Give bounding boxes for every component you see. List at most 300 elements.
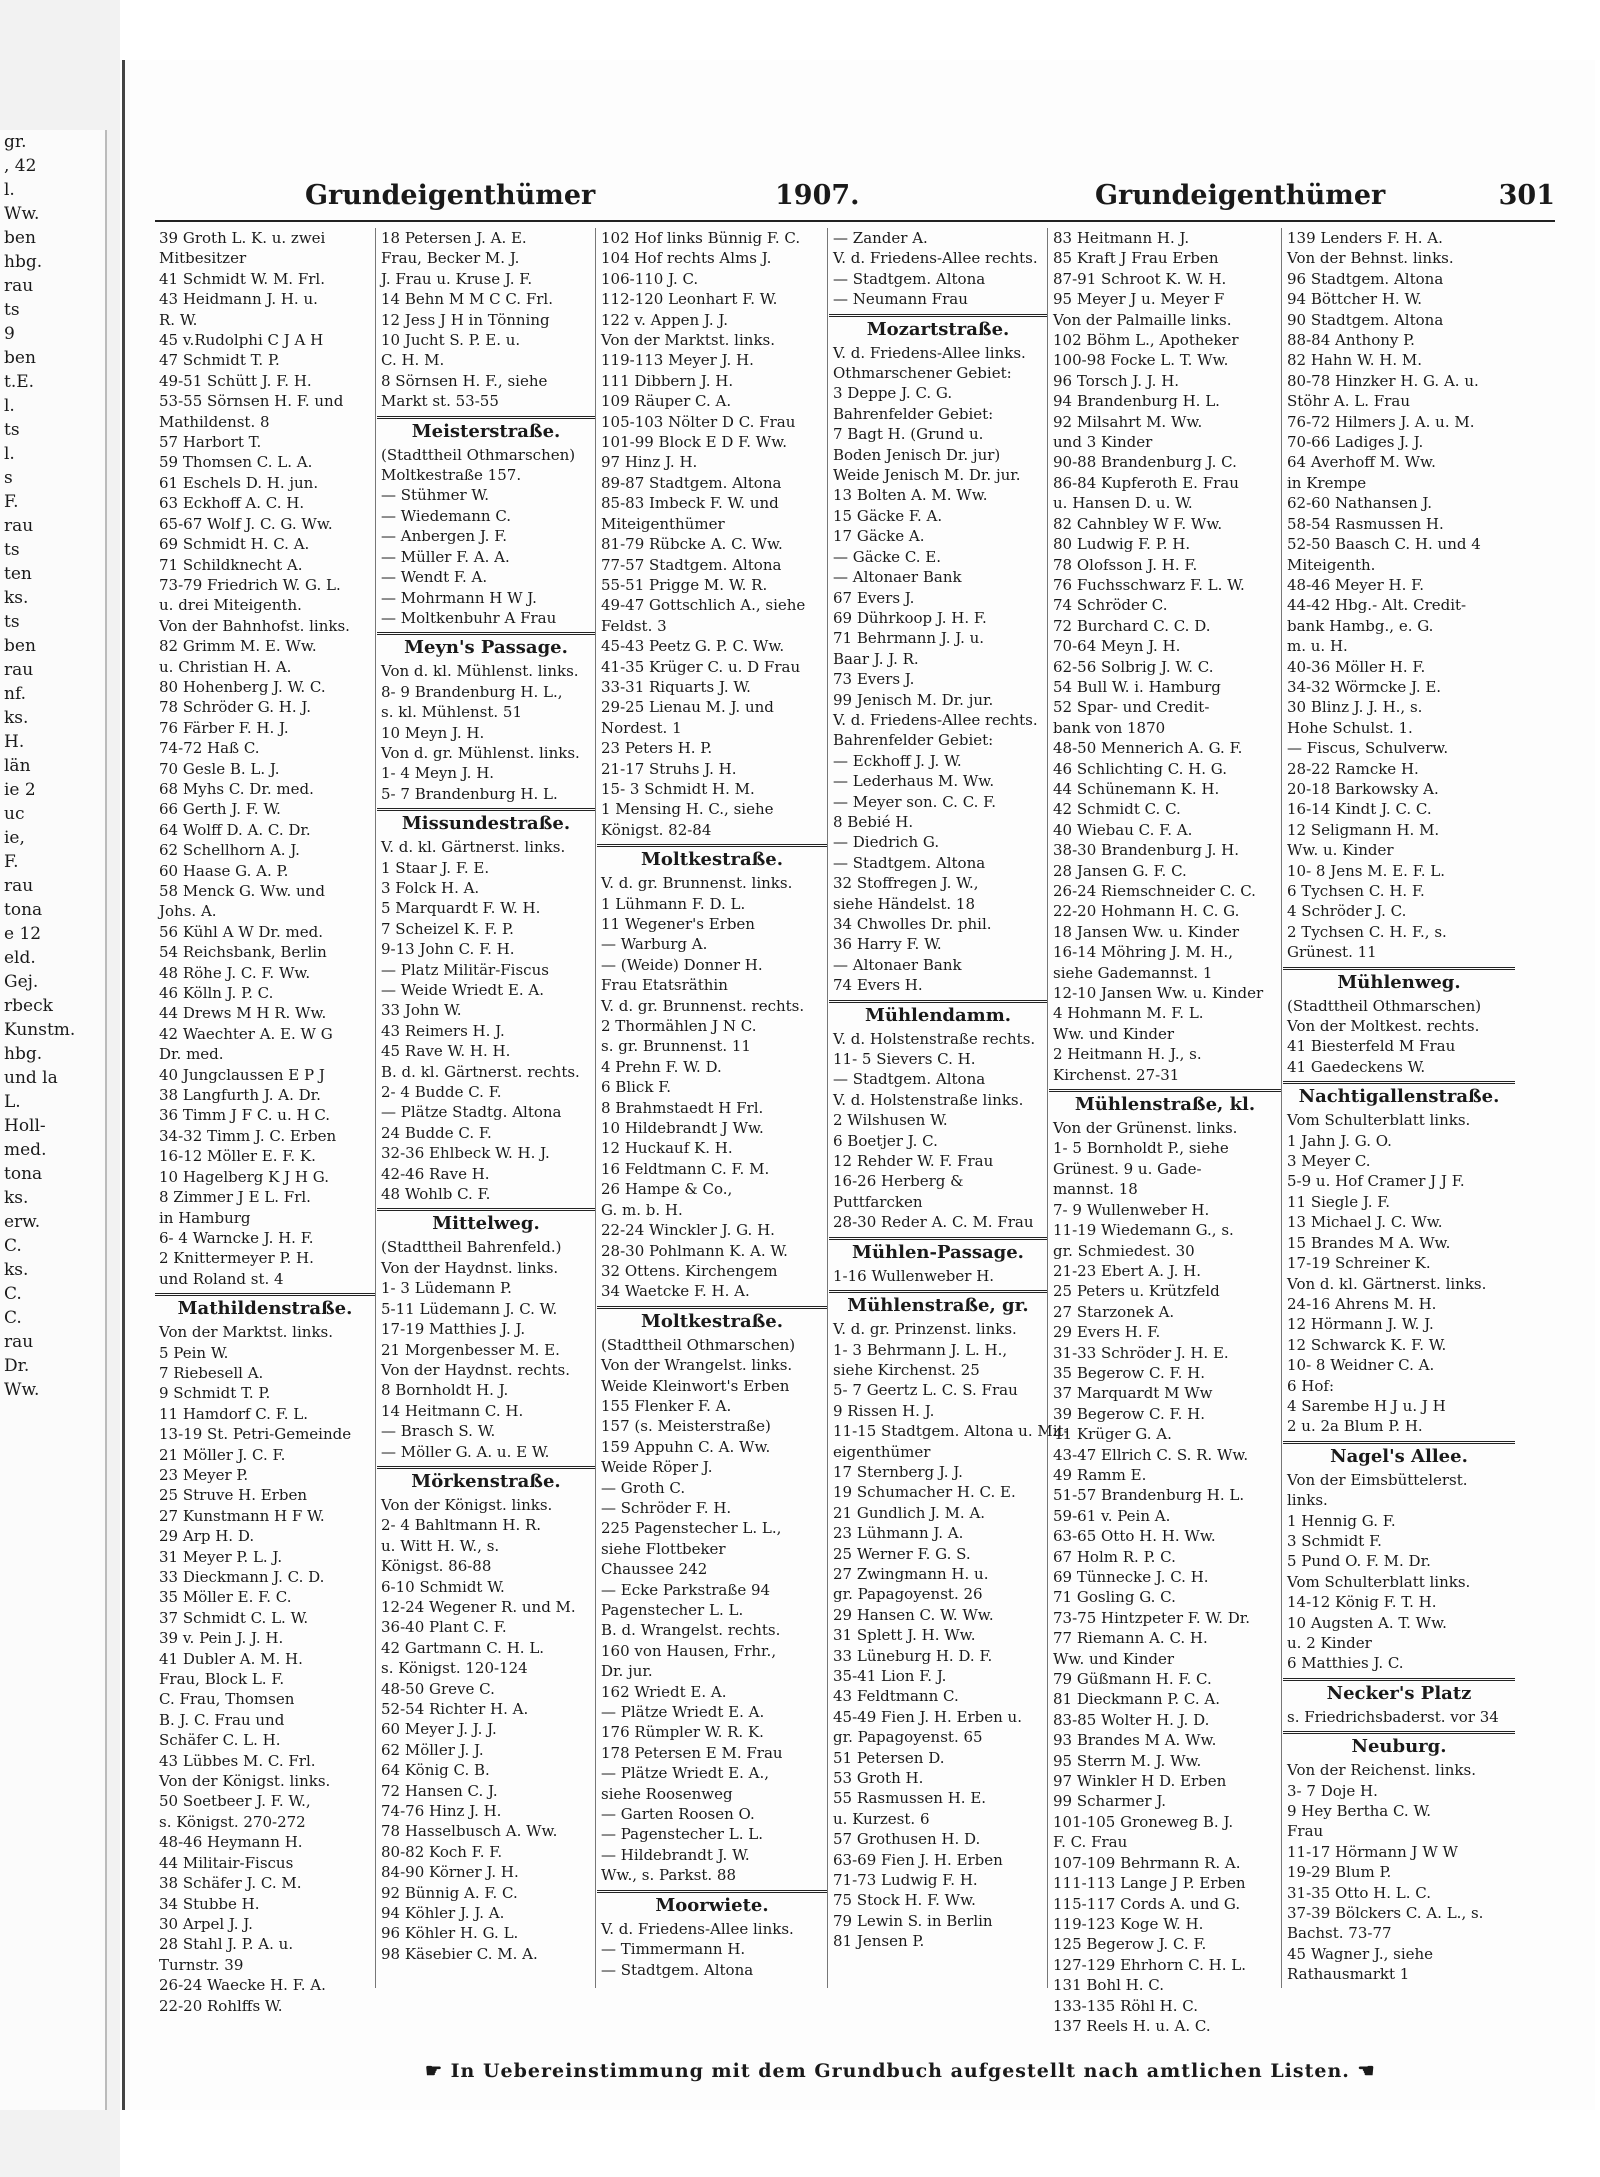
directory-entry: 1 Jahn J. G. O. bbox=[1287, 1131, 1392, 1150]
directory-entry: — Plätze Stadtg. Altona bbox=[381, 1103, 562, 1122]
directory-entry: — Timmermann H. bbox=[601, 1940, 746, 1959]
directory-entry: — Platz Militär-Fiscus bbox=[381, 960, 549, 979]
previous-page-text: hbg. bbox=[4, 1044, 43, 1064]
directory-entry: 71-73 Ludwig F. H. bbox=[833, 1871, 978, 1890]
directory-entry: 14-12 König F. T. H. bbox=[1287, 1593, 1437, 1612]
directory-entry: 51 Petersen D. bbox=[833, 1748, 945, 1767]
directory-entry: 82 Grimm M. E. Ww. bbox=[159, 637, 317, 656]
directory-entry: 45 Wagner J., siehe bbox=[1287, 1944, 1434, 1963]
directory-entry: — Wendt F. A. bbox=[381, 568, 488, 587]
directory-entry: Von der Haydnst. links. bbox=[381, 1258, 559, 1277]
directory-entry: Othmarschener Gebiet: bbox=[833, 364, 1012, 383]
directory-entry: 99 Scharmer J. bbox=[1053, 1792, 1166, 1811]
directory-entry: 48-50 Mennerich A. G. F. bbox=[1053, 739, 1243, 758]
header-left-title: Grundeigenthümer bbox=[305, 180, 596, 211]
street-heading: Neuburg. bbox=[1283, 1731, 1515, 1760]
directory-entry: — Moltkenbuhr A Frau bbox=[381, 608, 557, 627]
directory-entry: 32 Stoffregen J. W., bbox=[833, 874, 979, 893]
directory-entry: 1- 4 Meyn J. H. bbox=[381, 764, 495, 783]
directory-entry: 38 Langfurth J. A. Dr. bbox=[159, 1086, 321, 1105]
directory-entry: 80 Ludwig F. P. H. bbox=[1053, 535, 1191, 554]
directory-entry: 28-30 Reder A. C. M. Frau bbox=[833, 1213, 1034, 1232]
directory-entry: 2- 4 Budde C. F. bbox=[381, 1083, 502, 1102]
directory-entry: 19-29 Blum P. bbox=[1287, 1863, 1392, 1882]
page-number: 301 bbox=[1498, 180, 1555, 211]
directory-entry: 49 Ramm E. bbox=[1053, 1465, 1147, 1484]
directory-entry: 6-10 Schmidt W. bbox=[381, 1577, 505, 1596]
directory-entry: 3 Schmidt F. bbox=[1287, 1531, 1382, 1550]
directory-entry: 8 Bornholdt H. J. bbox=[381, 1381, 509, 1400]
directory-entry: 64 Averhoff M. Ww. bbox=[1287, 453, 1436, 472]
directory-entry: 71 Gosling G. C. bbox=[1053, 1588, 1176, 1607]
directory-entry: 63-65 Otto H. H. Ww. bbox=[1053, 1527, 1216, 1546]
directory-entry: 36 Timm J F C. u. H C. bbox=[159, 1106, 331, 1125]
directory-entry: 30 Arpel J. J. bbox=[159, 1914, 253, 1933]
street-heading: Mühlenstraße, kl. bbox=[1049, 1089, 1281, 1118]
directory-entry: V. d. Holstenstraße links. bbox=[833, 1090, 1024, 1109]
directory-entry: V. d. kl. Gärtnerst. links. bbox=[381, 838, 566, 857]
directory-entry: 59-61 v. Pein A. bbox=[1053, 1506, 1171, 1525]
directory-entry: 22-24 Winckler J. G. H. bbox=[601, 1221, 775, 1240]
directory-entry: 16-14 Möhring J. M. H., bbox=[1053, 943, 1233, 962]
directory-entry: 2- 4 Bahltmann H. R. bbox=[381, 1516, 542, 1535]
previous-page-text: t.E. bbox=[4, 372, 35, 392]
directory-entry: 106-110 J. C. bbox=[601, 269, 699, 288]
directory-entry: 25 Peters u. Krützfeld bbox=[1053, 1282, 1220, 1301]
directory-entry: 139 Lenders F. H. A. bbox=[1287, 229, 1443, 247]
directory-entry: 14 Behn M M C C. Frl. bbox=[381, 290, 553, 309]
street-heading: Moorwiete. bbox=[597, 1890, 827, 1919]
directory-entry: Nordest. 1 bbox=[601, 718, 682, 737]
directory-entry: Frau, Becker M. J. bbox=[381, 249, 520, 268]
directory-entry: B. J. C. Frau und bbox=[159, 1710, 285, 1729]
directory-entry: 48 Wohlb C. F. bbox=[381, 1185, 491, 1204]
directory-entry: 46 Schlichting C. H. G. bbox=[1053, 759, 1228, 778]
directory-entry: Bachst. 73-77 bbox=[1287, 1924, 1392, 1943]
directory-entry: 1 Lühmann F. D. L. bbox=[601, 894, 746, 913]
directory-entry: 54 Reichsbank, Berlin bbox=[159, 943, 327, 962]
directory-entry: 4 Hohmann M. F. L. bbox=[1053, 1004, 1204, 1023]
directory-entry: 12-24 Wegener R. und M. bbox=[381, 1597, 576, 1616]
directory-entry: Von der Königst. links. bbox=[159, 1772, 331, 1791]
directory-entry: 69 Schmidt H. C. A. bbox=[159, 535, 310, 554]
directory-entry: Königst. 82-84 bbox=[601, 820, 712, 839]
directory-entry: 7 Riebesell A. bbox=[159, 1363, 264, 1382]
column-2 bbox=[377, 228, 596, 1988]
directory-entry: 37 Schmidt C. L. W. bbox=[159, 1608, 309, 1627]
directory-entry: Von der Marktst. links. bbox=[159, 1323, 333, 1342]
directory-entry: gr. Papagoyenst. 65 bbox=[833, 1728, 983, 1747]
directory-entry: 55-51 Prigge M. W. R. bbox=[601, 575, 768, 594]
directory-entry: J. Frau u. Kruse J. F. bbox=[381, 269, 533, 288]
directory-entry: Pagenstecher L. L. bbox=[601, 1601, 744, 1619]
directory-entry: 82 Cahnbley W F. Ww. bbox=[1053, 514, 1223, 533]
directory-entry: 27 Kunstmann H F W. bbox=[159, 1506, 325, 1525]
directory-entry: 30 Blinz J. J. H., s. bbox=[1287, 698, 1423, 717]
directory-entry: Bahrenfelder Gebiet: bbox=[833, 404, 994, 423]
directory-entry: Von der Marktst. links. bbox=[601, 331, 775, 350]
directory-entry: Vom Schulterblatt links. bbox=[1287, 1572, 1471, 1591]
directory-entry: 70-64 Meyn J. H. bbox=[1053, 637, 1181, 656]
directory-entry: 6 Matthies J. C. bbox=[1287, 1654, 1404, 1673]
directory-entry: 56 Kühl A W Dr. med. bbox=[159, 922, 323, 941]
previous-page-text: län bbox=[4, 756, 31, 776]
directory-entry: B. d. kl. Gärtnerst. rechts. bbox=[381, 1062, 580, 1081]
directory-entry: 115-117 Cords A. und G. bbox=[1053, 1894, 1241, 1913]
directory-entry: Turnstr. 39 bbox=[159, 1955, 244, 1974]
directory-entry: 83 Heitmann H. J. bbox=[1053, 229, 1190, 247]
directory-entry: 64 Wolff D. A. C. Dr. bbox=[159, 820, 311, 839]
directory-entry: 102 Böhm L., Apotheker bbox=[1053, 331, 1239, 350]
directory-entry: 225 Pagenstecher L. L., bbox=[601, 1519, 782, 1538]
directory-entry: 62-60 Nathansen J. bbox=[1287, 494, 1432, 513]
previous-page-text: rbeck bbox=[4, 996, 53, 1016]
directory-entry: 41 Dubler A. M. H. bbox=[159, 1649, 303, 1668]
directory-entry: C. Frau, Thomsen bbox=[159, 1690, 295, 1709]
directory-entry: 63 Eckhoff A. C. H. bbox=[159, 494, 305, 513]
directory-entry: 8 Brahmstaedt H Frl. bbox=[601, 1098, 764, 1117]
directory-entry: 72 Hansen C. J. bbox=[381, 1781, 498, 1800]
directory-entry: 2 Heitmann H. J., s. bbox=[1053, 1045, 1202, 1064]
directory-entry: — Wiedemann C. bbox=[381, 506, 512, 525]
directory-entry: 119-123 Koge W. H. bbox=[1053, 1914, 1204, 1933]
directory-entry: 43 Reimers H. J. bbox=[381, 1021, 505, 1040]
directory-entry: 62 Schellhorn A. J. bbox=[159, 841, 300, 860]
previous-page-text: tona bbox=[4, 900, 43, 920]
directory-entry: 13 Bolten A. M. Ww. bbox=[833, 486, 988, 505]
directory-entry: 73 Evers J. bbox=[833, 670, 915, 689]
directory-entry: — (Weide) Donner H. bbox=[601, 955, 763, 974]
directory-entry: 6- 4 Warncke J. H. F. bbox=[159, 1228, 314, 1247]
directory-entry: V. d. gr. Prinzenst. links. bbox=[833, 1320, 1017, 1339]
directory-entry: 69 Dührkoop J. H. F. bbox=[833, 608, 987, 627]
directory-entry: 80 Hohenberg J. W. C. bbox=[159, 677, 326, 696]
directory-entry: 32-36 Ehlbeck W. H. J. bbox=[381, 1144, 550, 1163]
directory-entry: — Warburg A. bbox=[601, 935, 708, 954]
directory-entry: Rathausmarkt 1 bbox=[1287, 1965, 1410, 1984]
directory-entry: siehe Roosenweg bbox=[601, 1784, 733, 1803]
street-heading: Mörkenstraße. bbox=[377, 1466, 595, 1495]
directory-entry: 5 Marquardt F. W. H. bbox=[381, 899, 541, 918]
directory-entry: 16-26 Herberg & bbox=[833, 1172, 964, 1191]
directory-entry: 52-54 Richter H. A. bbox=[381, 1700, 529, 1718]
directory-entry: R. W. bbox=[159, 310, 198, 329]
directory-entry: 92 Milsahrt M. Ww. bbox=[1053, 412, 1203, 431]
directory-entry: 24-16 Ahrens M. H. bbox=[1287, 1294, 1437, 1313]
directory-entry: Frau bbox=[1287, 1822, 1324, 1841]
directory-entry: 131 Bohl H. C. bbox=[1053, 1976, 1165, 1995]
directory-entry: 25 Struve H. Erben bbox=[159, 1486, 307, 1505]
street-heading: Necker's Platz bbox=[1283, 1678, 1515, 1707]
directory-entry: 1- 5 Bornholdt P., siehe bbox=[1053, 1139, 1229, 1158]
previous-page-text: uc bbox=[4, 804, 25, 824]
directory-entry: 63-69 Fien J. H. Erben bbox=[833, 1850, 1003, 1869]
directory-entry: s. Friedrichsbaderst. vor 34 bbox=[1287, 1707, 1499, 1726]
directory-entry: — Stadtgem. Altona bbox=[601, 1960, 754, 1979]
directory-entry: 17-19 Schreiner K. bbox=[1287, 1254, 1431, 1273]
directory-entry: Grünest. 9 u. Gade- bbox=[1053, 1159, 1202, 1178]
street-heading: Mühlenweg. bbox=[1283, 967, 1515, 996]
directory-entry: 27 Zwingmann H. u. bbox=[833, 1564, 989, 1583]
directory-entry: 11 Hamdorf C. F. L. bbox=[159, 1404, 309, 1423]
directory-entry: 26-24 Riemschneider C. C. bbox=[1053, 882, 1256, 900]
directory-entry: 85 Kraft J Frau Erben bbox=[1053, 249, 1219, 268]
directory-entry: 67 Holm R. P. C. bbox=[1053, 1547, 1176, 1566]
directory-entry: Ww. und Kinder bbox=[1053, 1649, 1175, 1668]
directory-entry: 1- 3 Behrmann J. L. H., bbox=[833, 1340, 1008, 1359]
directory-entry: 12 Schwarck K. F. W. bbox=[1287, 1335, 1447, 1354]
directory-entry: 17 Gäcke A. bbox=[833, 527, 925, 546]
directory-entry: 5 Pein W. bbox=[159, 1343, 229, 1362]
directory-entry: 10 Hagelberg K J H G. bbox=[159, 1167, 329, 1186]
directory-entry: Frau Etatsräthin bbox=[601, 976, 728, 995]
directory-entry: 12 Huckauf K. H. bbox=[601, 1139, 733, 1158]
directory-entry: u. drei Miteigenth. bbox=[159, 596, 302, 615]
street-heading: Mittelweg. bbox=[377, 1208, 595, 1237]
directory-entry: 125 Begerow J. C. F. bbox=[1053, 1935, 1207, 1954]
directory-entry: — Plätze Wriedt E. A. bbox=[601, 1703, 765, 1722]
directory-entry: 6 Tychsen C. H. F. bbox=[1287, 882, 1425, 900]
column-6 bbox=[1283, 228, 1515, 1988]
directory-entry: 38 Schäfer J. C. M. bbox=[159, 1874, 302, 1893]
directory-entry: 112-120 Leonhart F. W. bbox=[601, 290, 778, 309]
previous-page-text: Kunstm. bbox=[4, 1020, 76, 1040]
column-1 bbox=[155, 228, 376, 2015]
directory-entry: 43 Feldtmann C. bbox=[833, 1687, 959, 1706]
directory-entry: Bahrenfelder Gebiet: bbox=[833, 731, 994, 750]
directory-entry: 111 Dibbern J. H. bbox=[601, 371, 734, 390]
directory-entry: 22-20 Hohmann H. C. G. bbox=[1053, 902, 1240, 921]
directory-entry: Mitbesitzer bbox=[159, 249, 247, 268]
directory-entry: — Hildebrandt J. W. bbox=[601, 1845, 750, 1864]
directory-entry: 53 Groth H. bbox=[833, 1769, 924, 1788]
directory-page bbox=[122, 60, 1595, 2110]
directory-entry: 5- 7 Geertz L. C. S. Frau bbox=[833, 1381, 1018, 1400]
directory-entry: 94 Brandenburg H. L. bbox=[1053, 392, 1220, 411]
directory-entry: Stöhr A. L. Frau bbox=[1287, 392, 1410, 411]
directory-entry: Von der Königst. links. bbox=[381, 1495, 553, 1514]
directory-entry: 71 Schildknecht A. bbox=[159, 555, 303, 574]
directory-entry: — Stadtgem. Altona bbox=[833, 853, 986, 872]
directory-entry: 1 Mensing H. C., siehe bbox=[601, 800, 774, 819]
previous-page-text: ts bbox=[4, 300, 20, 320]
directory-entry: 2 Tychsen C. H. F., s. bbox=[1287, 922, 1447, 941]
directory-entry: Mathildenst. 8 bbox=[159, 412, 270, 431]
directory-entry: 83-85 Wolter H. J. D. bbox=[1053, 1710, 1210, 1729]
directory-entry: 3 Meyer C. bbox=[1287, 1152, 1371, 1171]
directory-entry: Von der Bahnhofst. links. bbox=[159, 616, 350, 635]
street-heading: Nachtigallenstraße. bbox=[1283, 1081, 1515, 1110]
directory-entry: 5 Pund O. F. M. Dr. bbox=[1287, 1552, 1431, 1571]
directory-entry: 99 Jenisch M. Dr. jur. bbox=[833, 690, 994, 709]
previous-page-text: 9 bbox=[4, 324, 15, 344]
previous-page-text: rau bbox=[4, 276, 34, 296]
directory-entry: 74-72 Haß C. bbox=[159, 739, 260, 758]
previous-page-text: med. bbox=[4, 1140, 47, 1160]
directory-entry: 49-51 Schütt J. F. H. bbox=[159, 371, 312, 390]
directory-entry: 43-47 Ellrich C. S. R. Ww. bbox=[1053, 1445, 1249, 1464]
directory-entry: und 3 Kinder bbox=[1053, 433, 1153, 452]
directory-entry: 96 Torsch J. J. H. bbox=[1053, 371, 1180, 390]
column-3 bbox=[597, 228, 828, 1988]
directory-entry: Ww. und Kinder bbox=[1053, 1024, 1175, 1043]
directory-entry: 90-88 Brandenburg J. C. bbox=[1053, 453, 1237, 472]
directory-entry: 35 Begerow C. F. H. bbox=[1053, 1363, 1205, 1382]
directory-entry: 74-76 Hinz J. H. bbox=[381, 1802, 502, 1821]
directory-entry: 34 Chwolles Dr. phil. bbox=[833, 915, 992, 933]
directory-entry: siehe Flottbeker bbox=[601, 1539, 726, 1558]
directory-entry: 1- 3 Lüdemann P. bbox=[381, 1279, 512, 1298]
directory-entry: 77 Riemann A. C. H. bbox=[1053, 1629, 1208, 1648]
directory-entry: 111-113 Lange J P. Erben bbox=[1053, 1874, 1246, 1893]
directory-entry: 13-19 St. Petri-Gemeinde bbox=[159, 1425, 352, 1444]
directory-entry: 78 Schröder G. H. J. bbox=[159, 698, 312, 717]
directory-entry: 35-41 Lion F. J. bbox=[833, 1667, 947, 1685]
directory-entry: — Ecke Parkstraße 94 bbox=[601, 1580, 771, 1599]
page-header bbox=[155, 180, 1555, 222]
directory-entry: 45 v.Rudolphi C J A H bbox=[159, 331, 324, 350]
previous-page-text: ie, bbox=[4, 828, 25, 848]
directory-entry: (Stadttheil Othmarschen) bbox=[381, 445, 576, 464]
directory-entry: 95 Meyer J u. Meyer F bbox=[1053, 290, 1225, 309]
directory-entry: 50 Soetbeer J. F. W., bbox=[159, 1792, 311, 1811]
previous-page-text: hbg. bbox=[4, 252, 43, 272]
directory-entry: gr. Papagoyenst. 26 bbox=[833, 1585, 983, 1604]
directory-entry: 49-47 Gottschlich A., siehe bbox=[601, 596, 806, 615]
directory-entry: 61 Eschels D. H. jun. bbox=[159, 473, 319, 492]
directory-entry: (Stadttheil Othmarschen) bbox=[1287, 996, 1482, 1015]
previous-page-text: rau bbox=[4, 660, 34, 680]
directory-entry: 76 Fuchsschwarz F. L. W. bbox=[1053, 575, 1245, 594]
directory-entry: 94 Köhler J. J. A. bbox=[381, 1904, 505, 1923]
previous-page-text: rau bbox=[4, 1332, 34, 1352]
directory-entry: 79 Güßmann H. F. C. bbox=[1053, 1670, 1212, 1689]
directory-entry: 176 Rümpler W. R. K. bbox=[601, 1723, 764, 1742]
directory-entry: — Neumann Frau bbox=[833, 290, 968, 309]
directory-entry: 60 Meyer J. J. J. bbox=[381, 1720, 497, 1739]
directory-entry: 35 Möller E. F. C. bbox=[159, 1588, 292, 1607]
directory-entry: Von der Palmaille links. bbox=[1053, 310, 1232, 329]
directory-entry: 1 Staar J. F. E. bbox=[381, 858, 490, 877]
directory-entry: 57 Harbort T. bbox=[159, 433, 262, 452]
directory-entry: 37-39 Bölckers C. A. L., s. bbox=[1287, 1904, 1484, 1923]
column-5 bbox=[1049, 228, 1282, 2035]
directory-entry: Von der Behnst. links. bbox=[1287, 249, 1454, 268]
directory-entry: 93 Brandes M A. Ww. bbox=[1053, 1731, 1217, 1750]
directory-entry: 160 von Hausen, Frhr., bbox=[601, 1641, 777, 1660]
directory-entry: Von der Haydnst. rechts. bbox=[381, 1360, 570, 1379]
directory-entry: 11-19 Wiedemann G., s. bbox=[1053, 1221, 1234, 1240]
previous-page-text: Holl- bbox=[4, 1116, 46, 1136]
directory-entry: 53-55 Sörnsen H. F. und bbox=[159, 392, 344, 411]
directory-entry: 101-105 Groneweg B. J. bbox=[1053, 1812, 1234, 1831]
directory-entry: 62 Möller J. J. bbox=[381, 1740, 484, 1759]
directory-entry: 31-35 Otto H. L. C. bbox=[1287, 1883, 1431, 1902]
directory-entry: B. d. Wrangelst. rechts. bbox=[601, 1621, 781, 1640]
directory-entry: 96 Köhler H. G. L. bbox=[381, 1924, 519, 1943]
directory-entry: 66 Gerth J. F. W. bbox=[159, 800, 281, 819]
directory-entry: 60 Haase G. A. P. bbox=[159, 861, 289, 880]
directory-columns bbox=[155, 228, 1575, 2035]
directory-entry: 76 Färber F. H. J. bbox=[159, 718, 289, 737]
directory-entry: 36-40 Plant C. F. bbox=[381, 1618, 507, 1637]
directory-entry: s. Königst. 270-272 bbox=[159, 1812, 306, 1831]
previous-page-text: e 12 bbox=[4, 924, 42, 944]
previous-page-text: tona bbox=[4, 1164, 43, 1184]
directory-entry: 27 Starzonek A. bbox=[1053, 1302, 1175, 1321]
directory-entry: 98 Käsebier C. M. A. bbox=[381, 1944, 538, 1963]
previous-page-text: eld. bbox=[4, 948, 36, 968]
directory-entry: 5-11 Lüdemann J. C. W. bbox=[381, 1299, 558, 1318]
directory-entry: Puttfarcken bbox=[833, 1192, 923, 1211]
directory-entry: 1-16 Wullenweber H. bbox=[833, 1266, 995, 1285]
directory-entry: 4 Sarembe H J u. J H bbox=[1287, 1396, 1446, 1415]
directory-entry: 74 Evers H. bbox=[833, 976, 923, 995]
directory-entry: 41-35 Krüger C. u. D Frau bbox=[601, 657, 801, 676]
directory-entry: 4 Schröder J. C. bbox=[1287, 902, 1407, 921]
directory-entry: bank von 1870 bbox=[1053, 718, 1166, 737]
directory-entry: 100-98 Focke L. T. Ww. bbox=[1053, 351, 1229, 370]
directory-entry: Grünest. 11 bbox=[1287, 943, 1377, 962]
directory-entry: 58 Menck G. Ww. und bbox=[159, 882, 325, 900]
street-heading: Mozartstraße. bbox=[829, 314, 1047, 343]
directory-entry: 87-91 Schroot K. W. H. bbox=[1053, 269, 1227, 288]
directory-entry: 17 Sternberg J. J. bbox=[833, 1462, 963, 1481]
directory-entry: V. d. Holstenstraße rechts. bbox=[833, 1029, 1036, 1048]
directory-entry: mannst. 18 bbox=[1053, 1180, 1138, 1199]
directory-entry: 52-50 Baasch C. H. und 4 bbox=[1287, 535, 1481, 554]
previous-page-text: ks. bbox=[4, 1188, 29, 1208]
directory-entry: Von d. kl. Gärtnerst. links. bbox=[1287, 1274, 1487, 1293]
directory-entry: — Schröder F. H. bbox=[601, 1498, 732, 1517]
directory-entry: 107-109 Behrmann R. A. bbox=[1053, 1853, 1241, 1872]
directory-entry: bank Hambg., e. G. bbox=[1287, 616, 1434, 635]
directory-entry: 62-56 Solbrig J. W. C. bbox=[1053, 657, 1214, 676]
directory-entry: 34 Waetcke F. H. A. bbox=[601, 1282, 750, 1301]
directory-entry: 64 König C. B. bbox=[381, 1761, 490, 1780]
previous-page-text: F. bbox=[4, 852, 19, 872]
directory-entry: 133-135 Röhl H. C. bbox=[1053, 1996, 1198, 2015]
directory-entry: 28 Stahl J. P. A. u. bbox=[159, 1935, 294, 1954]
previous-page-text: ts bbox=[4, 420, 20, 440]
previous-page-text: ten bbox=[4, 564, 32, 584]
directory-entry: 85-83 Imbeck F. W. und bbox=[601, 494, 779, 513]
directory-entry: 89-87 Stadtgem. Altona bbox=[601, 473, 782, 492]
directory-entry: 84-90 Körner J. H. bbox=[381, 1863, 519, 1882]
directory-entry: Dr. jur. bbox=[601, 1662, 653, 1681]
directory-entry: 79 Lewin S. in Berlin bbox=[833, 1911, 993, 1930]
directory-entry: 8- 9 Brandenburg H. L., bbox=[381, 682, 563, 701]
directory-entry: 42-46 Rave H. bbox=[381, 1164, 490, 1183]
directory-entry: 43 Heidmann J. H. u. bbox=[159, 290, 318, 309]
previous-page-text: ben bbox=[4, 228, 36, 248]
directory-entry: Baar J. J. R. bbox=[833, 649, 919, 668]
directory-entry: 77-57 Stadtgem. Altona bbox=[601, 555, 782, 574]
directory-entry: 8 Zimmer J E L. Frl. bbox=[159, 1188, 311, 1207]
previous-page-text: , 42 bbox=[4, 156, 37, 176]
directory-entry: 76-72 Hilmers J. A. u. M. bbox=[1287, 412, 1475, 431]
directory-entry: 97 Hinz J. H. bbox=[601, 453, 698, 472]
directory-entry: 81-79 Rübcke A. C. Ww. bbox=[601, 535, 783, 554]
previous-page-text: gr. bbox=[4, 132, 27, 152]
directory-entry: — Garten Roosen O. bbox=[601, 1805, 755, 1824]
previous-page-text: ts bbox=[4, 612, 20, 632]
directory-entry: — Fiscus, Schulverw. bbox=[1287, 739, 1449, 758]
directory-entry: 137 Reels H. u. A. C. bbox=[1053, 2016, 1211, 2035]
previous-page-text: und la bbox=[4, 1068, 58, 1088]
directory-entry: — Altonaer Bank bbox=[833, 955, 962, 974]
directory-entry: 33 Dieckmann J. C. D. bbox=[159, 1568, 325, 1586]
